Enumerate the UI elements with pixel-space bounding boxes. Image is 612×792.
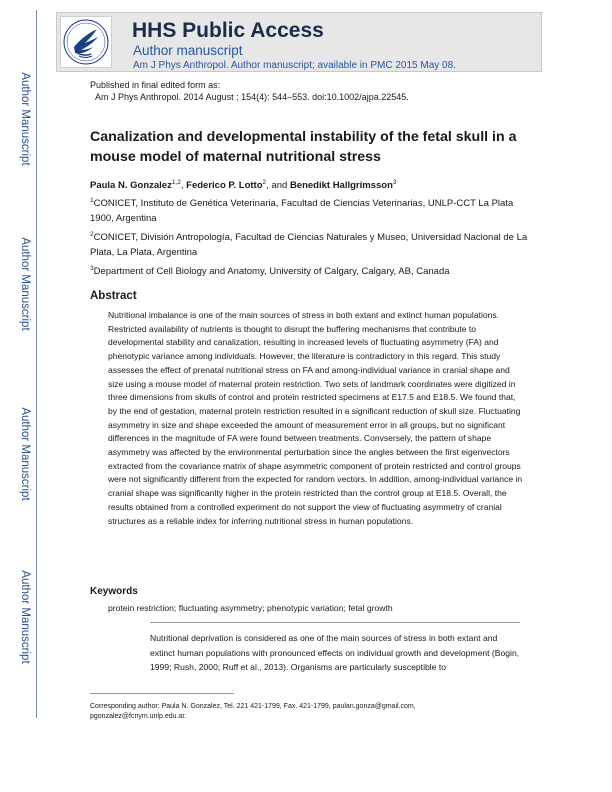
article-title: Canalization and developmental instability of the fetal skull in a mouse model of maternal nutritional stress: [90, 129, 517, 165]
abstract-text: Nutritional imbalance is one of the main sources of stress in both extant and extinct human populations. Restricted availability of nutrients is thought to disrupt the buffering mechanisms that contribute to developmental stability and canalization, resulting in increased levels of fluctuating asymmetry (FA) and phenotypic variance among individuals. However, the literature is contradictory in this regard. This study assesses the effect of prenatal nutritional stress on FA and among-individual variance in cranial shape and size using a mouse model of maternal protein restriction. Two sets of landmark coordinates were digitized in three dimensions from skulls of control and protein restricted specimens at E17.5 and E18.5. We found that, by the end of gestation, maternal protein restriction resulted in a significant reduction of skull size. Fluctuating asymmetry in size and shape exceeded the amount of measurement error in all groups, but no significant differences in the magnitude of FA were found between treatments. Convsersely, the pattern of shape asymmetry was affected by the environmental perturbation since the angles between the first eigenvectors extracted from the covariance matrix of shape asymmetric component of protein restricted and control groups were not significantly different from the expected for random vectors. In addition, among-individual variance in cranial shape was significanlty higher in the protein restricted than the control group at E18.5. Overall, the results obtained from a controlled experiment do not support the view of fluctuating asymmetry of cranial structures as a reliable index for inferring nutritional stress in human populations.: [108, 310, 523, 526]
affiliation: $^2$CONICET, División Antropología, Facultad de Ciencias Naturales y Museo, Universidad Nacional de La Plata, La Plata, Argentina: [90, 231, 528, 258]
intro-paragraph: Nutritional deprivation is considered as one of the main sources of stress in both extant and extinct human populations with pronounced effects on individual growth and development (Bogin, 1999; Rush, 2000; Ruff et al., 2013). Organisms are particularly susceptible to: [150, 633, 520, 673]
banner-title: HHS Public Access: [132, 19, 324, 42]
author-name: Benedikt Hallgrímsson: [289, 180, 393, 192]
hhs-banner: [56, 12, 542, 72]
author-name: Paula N. Gonzalez: [90, 180, 172, 192]
abstract-heading: Abstract: [90, 290, 137, 302]
keywords-text: protein restriction; fluctuating asymmetry; phenotypic variation; fetal growth: [108, 603, 393, 613]
footnote-divider: [90, 693, 234, 694]
author-affil-sup: 1,2: [171, 179, 181, 186]
sidebar-rule: [36, 10, 37, 718]
affiliation: $^1$CONICET, Instituto de Genética Veterinaria, Facultad de Ciencias Veterinarias, UNLP-CCT La Plata 1900, Argentina: [90, 197, 514, 224]
keywords-heading: Keywords: [90, 586, 138, 597]
section-divider: [150, 622, 520, 623]
published-label: Published in final edited form as:: [90, 80, 221, 90]
affiliation: $^3$Department of Cell Biology and Anatomy, University of Calgary, Calgary, AB, Canada: [90, 265, 450, 278]
banner-citation[interactable]: Am J Phys Anthropol. Author manuscript; available in PMC 2015 May 08.: [133, 60, 456, 71]
corresponding-author-note: Corresponding author: Paula N. Gonzalez, Tel. 221 421-1799, Fax. 421-1799, paulan.gonza@gmail.com, pgonzalez@fcnym.unlp.edu.ar.: [90, 703, 416, 720]
banner-subtitle[interactable]: Author manuscript: [133, 43, 243, 58]
author-affil-sup: 3: [392, 179, 397, 186]
author-list: Paula N. Gonzalez$^{1,2}$, Federico P. Lotto$^2$, and Benedikt Hallgrímsson$^3$: [90, 179, 397, 192]
author-affil-sup: 2: [262, 179, 267, 186]
published-citation: Am J Phys Anthropol. 2014 August ; 154(4): 544–553. doi:10.1002/ajpa.22545.: [95, 92, 409, 102]
author-name: Federico P. Lotto: [186, 180, 263, 192]
hhs-eagle-logo-icon: [60, 16, 112, 68]
